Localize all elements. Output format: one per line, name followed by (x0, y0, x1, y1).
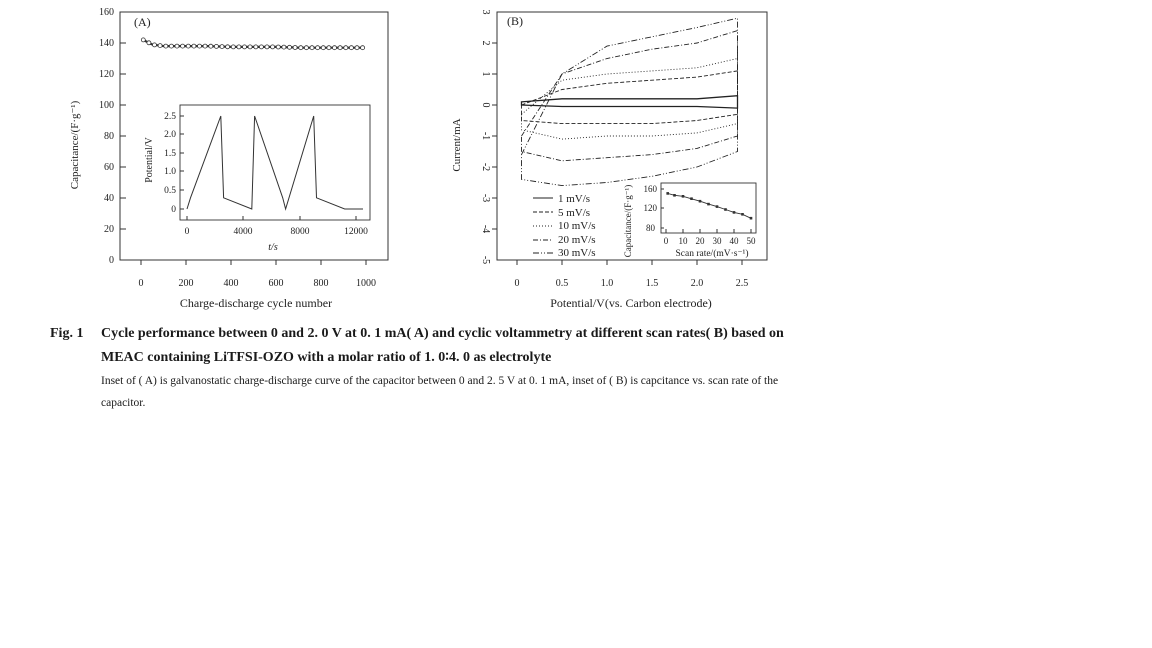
figure-caption (50, 322, 810, 370)
cv-loop-1 (522, 96, 738, 108)
inset-a-y-tick-label: 2.0 (164, 130, 176, 140)
panel-b-y-axis (480, 10, 497, 265)
cycle-point (186, 44, 190, 48)
inset-b-point (690, 197, 693, 200)
panel-a-inset (144, 105, 370, 253)
inset-a-y-tick-label: 1.5 (164, 149, 176, 159)
x-tick-label: 1000 (356, 278, 376, 289)
cycle-point (282, 45, 286, 49)
inset-a-x-tick-label: 12000 (344, 227, 368, 237)
cycle-point (259, 45, 263, 49)
y-tick-label: 2 (480, 40, 491, 46)
cycle-point (192, 44, 196, 48)
panel-a-y-axis (99, 7, 126, 266)
inset-b-x-tick-label: 10 (678, 236, 688, 246)
caption-note: Inset of ( A) is galvanostatic charge-discharge curve of the capacitor between 0 and 2. 5 V at 0. 1 mA, inset of ( B) is capcitance vs. scan rate of the capacitor. (101, 375, 779, 409)
cycle-point (164, 44, 168, 48)
cycle-point (214, 44, 218, 48)
cycle-point (344, 46, 348, 50)
inset-b-point (707, 203, 710, 206)
y-tick-label: -2 (480, 162, 491, 172)
inset-a-y-tick-label: 2.5 (164, 112, 176, 122)
cycle-point (209, 44, 213, 48)
panel-b-ylabel: Current/mA (451, 118, 463, 172)
inset-b-point (733, 211, 736, 214)
x-tick-label: 1.0 (600, 278, 614, 289)
inset-b-ylabel: Capacitance/(F·g⁻¹) (623, 184, 633, 258)
inset-b-x-tick-label: 50 (746, 236, 756, 246)
panel-b-x-axis (515, 260, 749, 289)
panel-b (451, 10, 767, 311)
inset-b-y-tick-label: 80 (646, 223, 655, 233)
inset-a-y-tick-label: 0.5 (164, 186, 176, 196)
cycle-point (361, 46, 365, 50)
cycle-point (338, 46, 342, 50)
inset-b-point (699, 200, 702, 203)
panel-a-x-axis (139, 260, 377, 289)
cycle-point (299, 46, 303, 50)
inset-b-y-tick-label: 120 (643, 203, 657, 213)
y-tick-label: 20 (104, 224, 114, 235)
cycle-point (349, 46, 353, 50)
panel-b-xlabel: Potential/V(vs. Carbon electrode) (550, 296, 712, 310)
inset-b-x-tick-label: 0 (663, 236, 669, 246)
y-tick-label: 0 (480, 102, 491, 108)
cycle-point (288, 45, 292, 49)
cycle-point (310, 46, 314, 50)
cycle-point (141, 38, 145, 42)
y-tick-label: 40 (104, 193, 114, 204)
cycle-point (276, 45, 280, 49)
cycle-point (181, 44, 185, 48)
cycle-point (327, 46, 331, 50)
cycle-point (248, 45, 252, 49)
x-tick-label: 400 (223, 278, 239, 289)
cycle-point (316, 46, 320, 50)
x-tick-label: 800 (313, 278, 329, 289)
cycle-point (254, 45, 258, 49)
inset-a-x-tick-label: 8000 (290, 227, 310, 237)
cycle-point (203, 44, 207, 48)
y-tick-label: 160 (99, 7, 114, 18)
cycle-point (220, 45, 224, 49)
inset-b-x-tick-label: 30 (712, 236, 722, 246)
cv-loop-2 (522, 71, 738, 124)
panel-a-ylabel: Capacitance/(F·g⁻¹) (69, 100, 81, 190)
y-tick-label: 3 (480, 9, 491, 15)
cycle-point (158, 44, 162, 48)
legend-label: 1 mV/s (558, 193, 591, 205)
caption-label: Fig. 1 (50, 326, 84, 341)
y-tick-label: -1 (480, 131, 491, 141)
cycle-point (243, 45, 247, 49)
y-tick-label: 120 (99, 69, 114, 80)
legend-label: 20 mV/s (558, 234, 596, 246)
y-tick-label: 100 (99, 100, 114, 111)
cycle-point (355, 46, 359, 50)
cycle-point (198, 44, 202, 48)
inset-a-ylabel: Potential/V (144, 137, 155, 183)
inset-b-y-tick-label: 160 (643, 184, 657, 194)
y-tick-label: 60 (104, 162, 114, 173)
cycle-point (231, 45, 235, 49)
inset-a-y-tick-label: 0 (171, 205, 176, 215)
legend-label: 5 mV/s (558, 207, 591, 219)
cycle-point (237, 45, 241, 49)
caption-title: Cycle performance between 0 and 2. 0 V at 0. 1 mA( A) and cyclic voltammetry at different scan rates( B) based on MEAC containing LiTFSI-OZO with a molar ratio of 1. 0∶4. 0 as electrolyte (101, 326, 784, 365)
x-tick-label: 0.5 (555, 278, 569, 289)
x-tick-label: 0 (514, 278, 520, 289)
y-tick-label: 80 (104, 131, 114, 142)
y-tick-label: -5 (480, 255, 491, 265)
inset-b-point (666, 192, 669, 195)
cycle-point (271, 45, 275, 49)
panel-a-inset-frame (180, 105, 370, 220)
cycle-point (321, 46, 325, 50)
legend-label: 30 mV/s (558, 247, 596, 259)
x-tick-label: 600 (268, 278, 284, 289)
panel-b-inset (623, 183, 756, 259)
y-tick-label: 1 (480, 71, 491, 77)
panel-a (69, 7, 388, 310)
cv-loop-4 (522, 31, 738, 161)
inset-a-xlabel: t/s (268, 242, 278, 253)
cycle-point (226, 45, 230, 49)
cycle-point (333, 46, 337, 50)
inset-b-point (716, 205, 719, 208)
x-tick-label: 2.5 (735, 278, 749, 289)
inset-b-x-tick-label: 40 (729, 236, 739, 246)
y-tick-label: 140 (99, 38, 114, 49)
inset-b-point (673, 194, 676, 197)
legend-label: 10 mV/s (558, 220, 596, 232)
cycle-point (265, 45, 269, 49)
inset-b-x-tick-label: 20 (695, 236, 705, 246)
inset-b-xlabel: Scan rate/(mV·s⁻¹) (675, 249, 749, 259)
cycle-point (147, 41, 151, 45)
panel-b-inset-frame (661, 183, 756, 233)
inset-a-x-tick-label: 0 (184, 227, 190, 237)
cycle-point (304, 46, 308, 50)
y-tick-label: -4 (480, 224, 491, 234)
inset-a-y-tick-label: 1.0 (164, 167, 176, 177)
cycle-point (293, 46, 297, 50)
panel-b-cv-series (522, 18, 738, 185)
y-tick-label: -3 (480, 193, 491, 203)
x-tick-label: 0 (138, 278, 144, 289)
x-tick-label: 1.5 (645, 278, 659, 289)
panel-a-label: (A) (134, 15, 151, 29)
cycle-point (169, 44, 173, 48)
cv-loop-5 (522, 18, 738, 185)
inset-a-x-tick-label: 4000 (233, 227, 253, 237)
cycle-point (175, 44, 179, 48)
x-tick-label: 2.0 (690, 278, 704, 289)
inset-b-point (741, 213, 744, 216)
panel-b-legend (533, 193, 596, 259)
inset-b-point (682, 195, 685, 198)
panel-a-cycle-series (141, 38, 364, 50)
x-tick-label: 200 (178, 278, 194, 289)
inset-b-point (750, 217, 753, 220)
panel-b-label: (B) (507, 14, 523, 28)
cycle-point (153, 43, 157, 47)
y-tick-label: 0 (109, 255, 114, 266)
panel-a-xlabel: Charge-discharge cycle number (179, 296, 333, 310)
inset-b-point (724, 208, 727, 211)
